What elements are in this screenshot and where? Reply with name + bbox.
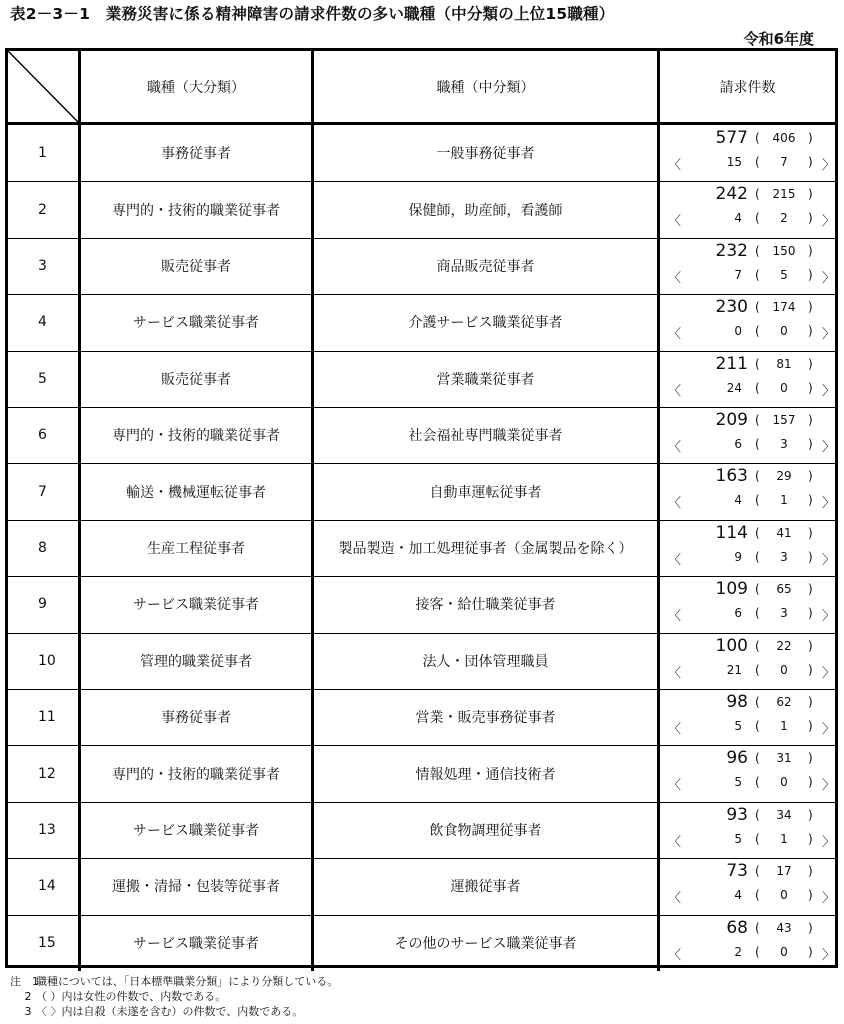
- angle-open: 〈: [668, 496, 682, 512]
- count-cell: [660, 407, 835, 463]
- paren-close: ): [808, 719, 813, 733]
- paren-open: (: [755, 695, 760, 709]
- fiscal-year-label: 令和6年度: [743, 30, 814, 48]
- angle-open: 〈: [668, 891, 682, 907]
- women-count: 29: [776, 469, 792, 484]
- angle-close: 〉: [822, 947, 836, 963]
- rank-cell: 5: [8, 351, 81, 407]
- rank-cell: 3: [8, 238, 81, 294]
- count-cell: [660, 576, 835, 632]
- minor-category-cell: その他のサービス職業従事者: [314, 915, 660, 971]
- major-category-cell: 管理的職業従事者: [81, 633, 314, 689]
- paren-close: ): [808, 920, 813, 935]
- women-count: 150: [772, 243, 796, 258]
- suicide-count: 4: [734, 888, 742, 903]
- rank-cell: 13: [8, 802, 81, 858]
- paren-open: (: [755, 920, 760, 935]
- angle-close: 〉: [822, 609, 836, 625]
- minor-category-cell: 営業・販売事務従事者: [314, 689, 660, 745]
- major-category-cell: 販売従事者: [81, 351, 314, 407]
- count-cell: [660, 915, 835, 971]
- paren-close: ): [808, 187, 813, 202]
- total-count: 230: [715, 297, 748, 318]
- paren-open: (: [755, 300, 760, 315]
- suicide-women-count: 3: [780, 606, 788, 621]
- suicide-women-count: 0: [780, 888, 788, 903]
- footnote-number: 注 1: [10, 975, 39, 988]
- table-row: [8, 181, 835, 238]
- paren-close: ): [808, 606, 813, 621]
- total-count: 93: [726, 804, 748, 825]
- paren-close: ): [808, 525, 813, 540]
- total-count: 73: [726, 861, 748, 882]
- paren-open: (: [755, 864, 760, 879]
- rank-cell: 11: [8, 689, 81, 745]
- women-count: 41: [776, 525, 792, 540]
- table-row: [8, 238, 835, 295]
- angle-close: 〉: [822, 722, 836, 737]
- rank-cell: 1: [8, 125, 81, 181]
- angle-open: 〈: [668, 158, 682, 173]
- suicide-count: 0: [734, 324, 742, 339]
- minor-category-cell: 社会福祉専門職業従事者: [314, 407, 660, 463]
- paren-close: ): [808, 549, 813, 564]
- suicide-women-count: 0: [780, 944, 788, 959]
- major-category-cell: 輸送・機械運転従事者: [81, 463, 314, 519]
- table-row: [8, 745, 835, 802]
- count-cell: [660, 181, 835, 237]
- suicide-women-count: 7: [780, 155, 788, 169]
- paren-close: ): [808, 807, 813, 822]
- count-cell: [660, 520, 835, 576]
- angle-close: 〉: [822, 383, 836, 399]
- count-cell: [660, 351, 835, 407]
- count-cell: [660, 125, 835, 181]
- paren-open: (: [755, 807, 760, 822]
- women-count: 22: [776, 638, 792, 653]
- suicide-women-count: 1: [780, 719, 788, 733]
- suicide-count: 7: [734, 267, 742, 282]
- paren-close: ): [808, 695, 813, 709]
- count-cell: [660, 238, 835, 294]
- paren-open: (: [755, 888, 760, 903]
- paren-close: ): [808, 469, 813, 484]
- paren-close: ): [808, 638, 813, 653]
- footnote-2: [10, 989, 338, 1004]
- minor-category-cell: 情報処理・通信技術者: [314, 745, 660, 801]
- rank-cell: 8: [8, 520, 81, 576]
- paren-close: ): [808, 437, 813, 451]
- minor-category-cell: 保健師，助産師，看護師: [314, 181, 660, 237]
- total-count: 209: [715, 410, 748, 430]
- paren-close: ): [808, 944, 813, 959]
- paren-close: ): [808, 243, 813, 258]
- minor-category-cell: 飲食物調理従事者: [314, 802, 660, 858]
- paren-open: (: [755, 582, 760, 597]
- table-row: [8, 125, 835, 182]
- table-row: [8, 689, 835, 746]
- paren-open: (: [755, 131, 760, 145]
- paren-open: (: [755, 324, 760, 339]
- suicide-women-count: 0: [780, 380, 788, 395]
- paren-open: (: [755, 413, 760, 427]
- table-row: [8, 915, 835, 971]
- major-category-cell: 生産工程従事者: [81, 520, 314, 576]
- footnote-text: （ ）内は女性の件数で、内数である。: [36, 990, 227, 1003]
- rank-cell: 6: [8, 407, 81, 463]
- minor-category-cell: 製品製造・加工処理従事者（金属製品を除く）: [314, 520, 660, 576]
- suicide-count: 5: [734, 775, 742, 790]
- table-row: [8, 858, 835, 915]
- angle-close: 〉: [822, 214, 836, 230]
- paren-open: (: [755, 638, 760, 653]
- angle-close: 〉: [822, 891, 836, 907]
- paren-open: (: [755, 243, 760, 258]
- total-count: 242: [715, 184, 748, 205]
- paren-close: ): [808, 211, 813, 226]
- rank-cell: 15: [8, 915, 81, 971]
- minor-category-cell: 接客・給仕職業従事者: [314, 576, 660, 632]
- paren-close: ): [808, 831, 813, 846]
- diagonal-line: [8, 51, 78, 122]
- women-count: 65: [776, 582, 792, 597]
- minor-category-cell: 運搬従事者: [314, 858, 660, 914]
- header-claim-count: 請求件数: [719, 79, 776, 96]
- suicide-count: 4: [734, 211, 742, 226]
- angle-close: 〉: [822, 552, 836, 568]
- table-header-row: [8, 51, 835, 125]
- paren-close: ): [808, 582, 813, 597]
- paren-open: (: [755, 751, 760, 766]
- angle-open: 〈: [668, 722, 682, 737]
- angle-open: 〈: [668, 440, 682, 455]
- count-cell: [660, 802, 835, 858]
- major-category-cell: サービス職業従事者: [81, 802, 314, 858]
- paren-open: (: [755, 831, 760, 846]
- rank-cell: 4: [8, 294, 81, 350]
- angle-open: 〈: [668, 609, 682, 625]
- paren-close: ): [808, 380, 813, 395]
- suicide-women-count: 1: [780, 831, 788, 846]
- minor-category-cell: 法人・団体管理職員: [314, 633, 660, 689]
- paren-open: (: [755, 944, 760, 959]
- paren-close: ): [808, 324, 813, 339]
- paren-open: (: [755, 525, 760, 540]
- suicide-women-count: 0: [780, 324, 788, 339]
- angle-close: 〉: [822, 440, 836, 455]
- total-count: 577: [715, 128, 748, 148]
- minor-category-cell: 商品販売従事者: [314, 238, 660, 294]
- major-category-cell: 専門的・技術的職業従事者: [81, 407, 314, 463]
- suicide-count: 6: [734, 437, 742, 451]
- table-row: [8, 351, 835, 408]
- paren-open: (: [755, 380, 760, 395]
- footnotes: [10, 974, 338, 1019]
- angle-open: 〈: [668, 214, 682, 230]
- footnote-number: 2: [10, 990, 32, 1003]
- minor-category-cell: 自動車運転従事者: [314, 463, 660, 519]
- header-minor-category: 職種（中分類）: [314, 51, 660, 122]
- footnote-3: [10, 1004, 338, 1019]
- paren-close: ): [808, 131, 813, 145]
- angle-close: 〉: [822, 778, 836, 794]
- table-row: [8, 802, 835, 859]
- table-row: [8, 294, 835, 351]
- paren-open: (: [755, 437, 760, 451]
- suicide-women-count: 5: [780, 267, 788, 282]
- women-count: 215: [772, 187, 796, 202]
- angle-open: 〈: [668, 327, 682, 343]
- major-category-cell: 運搬・清掃・包装等従事者: [81, 858, 314, 914]
- minor-category-cell: 介護サービス職業従事者: [314, 294, 660, 350]
- rank-cell: 10: [8, 633, 81, 689]
- suicide-count: 21: [726, 662, 742, 677]
- women-count: 43: [776, 920, 792, 935]
- angle-open: 〈: [668, 778, 682, 794]
- paren-open: (: [755, 356, 760, 371]
- rank-cell: 14: [8, 858, 81, 914]
- women-count: 81: [776, 356, 792, 371]
- paren-open: (: [755, 662, 760, 677]
- paren-close: ): [808, 493, 813, 508]
- paren-close: ): [808, 864, 813, 879]
- paren-open: (: [755, 211, 760, 226]
- women-count: 157: [772, 413, 796, 427]
- suicide-women-count: 0: [780, 662, 788, 677]
- total-count: 114: [715, 522, 748, 543]
- footnote-1: [10, 974, 338, 989]
- major-category-cell: サービス職業従事者: [81, 576, 314, 632]
- major-category-cell: サービス職業従事者: [81, 915, 314, 971]
- total-count: 211: [715, 353, 748, 374]
- suicide-count: 5: [734, 719, 742, 733]
- angle-open: 〈: [668, 552, 682, 568]
- women-count: 31: [776, 751, 792, 766]
- suicide-women-count: 1: [780, 493, 788, 508]
- major-category-cell: 事務従事者: [81, 125, 314, 181]
- paren-open: (: [755, 155, 760, 169]
- header-corner-cell: [8, 51, 81, 122]
- suicide-women-count: 3: [780, 437, 788, 451]
- paren-close: ): [808, 267, 813, 282]
- suicide-count: 5: [734, 831, 742, 846]
- count-cell: [660, 858, 835, 914]
- suicide-count: 4: [734, 493, 742, 508]
- angle-close: 〉: [822, 665, 836, 681]
- suicide-count: 15: [726, 155, 742, 169]
- paren-close: ): [808, 413, 813, 427]
- paren-open: (: [755, 187, 760, 202]
- major-category-cell: 事務従事者: [81, 689, 314, 745]
- women-count: 406: [772, 131, 796, 145]
- suicide-women-count: 2: [780, 211, 788, 226]
- count-cell: [660, 294, 835, 350]
- women-count: 17: [776, 864, 792, 879]
- total-count: 232: [715, 240, 748, 261]
- count-cell: [660, 689, 835, 745]
- total-count: 100: [715, 635, 748, 656]
- angle-open: 〈: [668, 383, 682, 399]
- table-row: [8, 463, 835, 520]
- paren-close: ): [808, 888, 813, 903]
- suicide-women-count: 3: [780, 549, 788, 564]
- total-count: 98: [726, 692, 748, 712]
- suicide-women-count: 0: [780, 775, 788, 790]
- suicide-count: 2: [734, 944, 742, 959]
- major-category-cell: 専門的・技術的職業従事者: [81, 181, 314, 237]
- women-count: 34: [776, 807, 792, 822]
- paren-open: (: [755, 549, 760, 564]
- footnote-text: 〈 〉内は自殺（未遂を含む）の件数で、内数である。: [36, 1005, 304, 1018]
- paren-open: (: [755, 493, 760, 508]
- table-row: [8, 633, 835, 690]
- paren-open: (: [755, 469, 760, 484]
- major-category-cell: 専門的・技術的職業従事者: [81, 745, 314, 801]
- page-title: 表2－3－1 業務災害に係る精神障害の請求件数の多い職種（中分類の上位15職種）: [10, 5, 615, 23]
- paren-open: (: [755, 267, 760, 282]
- paren-close: ): [808, 356, 813, 371]
- claims-table: [5, 48, 838, 968]
- footnote-text: 職種については、「日本標準職業分類」により分類している。: [36, 975, 339, 988]
- paren-close: ): [808, 775, 813, 790]
- women-count: 174: [772, 300, 796, 315]
- count-cell: [660, 633, 835, 689]
- total-count: 96: [726, 748, 748, 769]
- table-row: [8, 520, 835, 577]
- count-cell: [660, 463, 835, 519]
- footnote-number: 3: [10, 1005, 32, 1018]
- major-category-cell: サービス職業従事者: [81, 294, 314, 350]
- paren-close: ): [808, 662, 813, 677]
- minor-category-cell: 一般事務従事者: [314, 125, 660, 181]
- table-row: [8, 576, 835, 633]
- suicide-count: 6: [734, 606, 742, 621]
- suicide-count: 24: [726, 380, 742, 395]
- minor-category-cell: 営業職業従事者: [314, 351, 660, 407]
- angle-close: 〉: [822, 496, 836, 512]
- angle-close: 〉: [822, 158, 836, 173]
- major-category-cell: 販売従事者: [81, 238, 314, 294]
- suicide-count: 9: [734, 549, 742, 564]
- angle-close: 〉: [822, 834, 836, 850]
- paren-open: (: [755, 606, 760, 621]
- angle-open: 〈: [668, 665, 682, 681]
- paren-close: ): [808, 751, 813, 766]
- rank-cell: 7: [8, 463, 81, 519]
- rank-cell: 9: [8, 576, 81, 632]
- angle-open: 〈: [668, 947, 682, 963]
- angle-open: 〈: [668, 834, 682, 850]
- paren-open: (: [755, 775, 760, 790]
- header-major-category: 職種（大分類）: [81, 51, 314, 122]
- paren-open: (: [755, 719, 760, 733]
- paren-close: ): [808, 300, 813, 315]
- angle-open: 〈: [668, 270, 682, 286]
- total-count: 109: [715, 579, 748, 600]
- total-count: 68: [726, 917, 748, 938]
- rank-cell: 12: [8, 745, 81, 801]
- total-count: 163: [715, 466, 748, 487]
- count-cell: [660, 745, 835, 801]
- rank-cell: 2: [8, 181, 81, 237]
- angle-close: 〉: [822, 327, 836, 343]
- women-count: 62: [776, 695, 792, 709]
- paren-close: ): [808, 155, 813, 169]
- table-row: [8, 407, 835, 464]
- angle-close: 〉: [822, 270, 836, 286]
